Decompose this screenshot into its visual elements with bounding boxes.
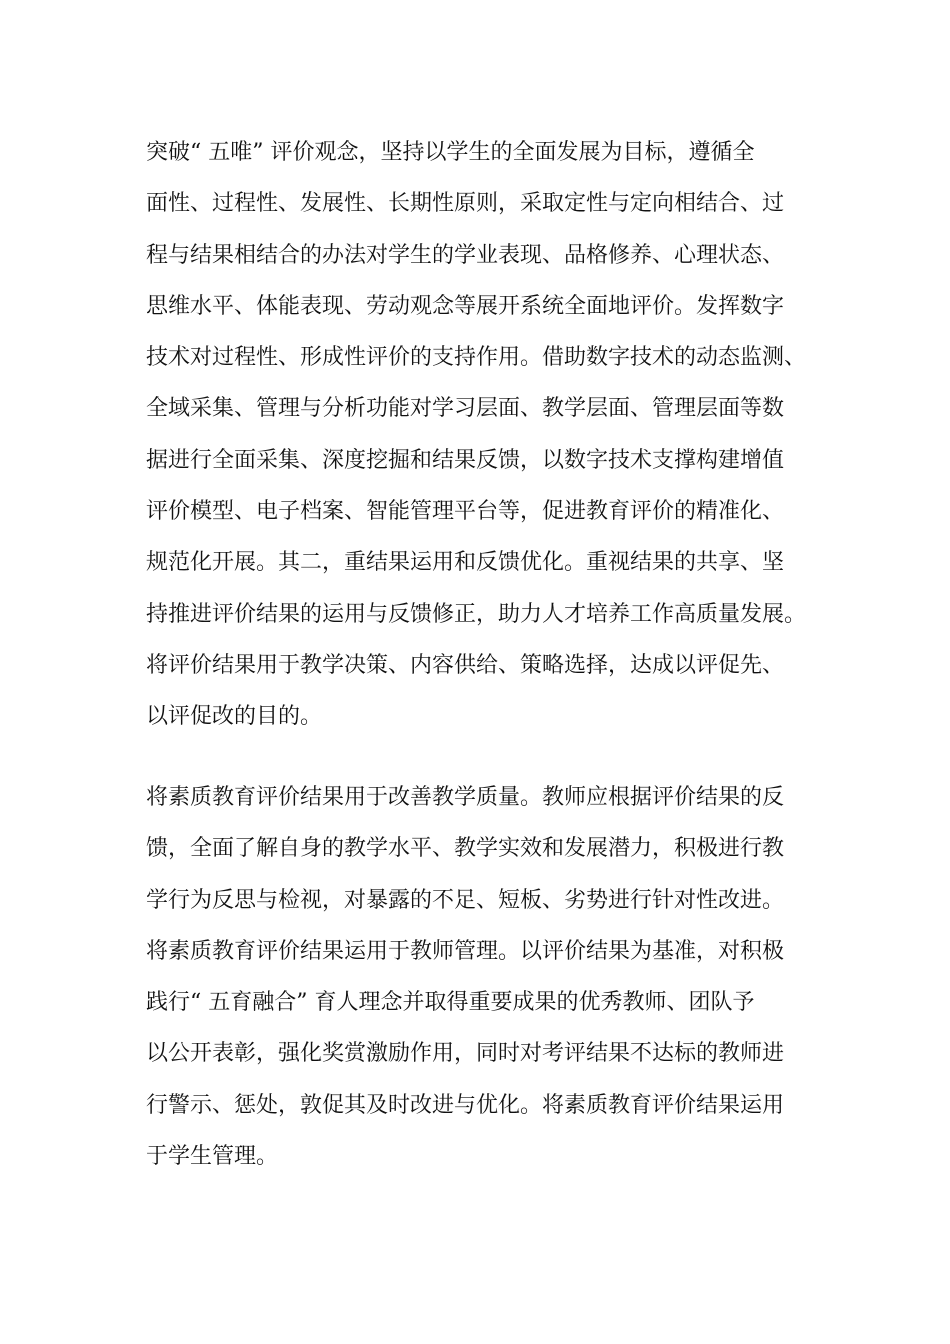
- text-line: 将评价结果用于教学决策、内容供给、策略选择，达成以评促先、: [146, 652, 785, 678]
- text-line: 馈，全面了解自身的教学水平、教学实效和发展潜力，积极进行教: [146, 836, 785, 862]
- text-line: 突破“ 五唯” 评价观念，坚持以学生的全面发展为目标，遵循全: [146, 140, 755, 165]
- text-line: 面性、过程性、发展性、长期性原则，采取定性与定向相结合、过: [146, 191, 785, 217]
- text-line: 技术对过程性、形成性评价的支持作用。借助数字技术的动态监测、: [146, 345, 807, 371]
- text-line: 将素质教育评价结果运用于教师管理。以评价结果为基准，对积极: [146, 938, 785, 964]
- text-line: 思维水平、体能表现、劳动观念等展开系统全面地评价。发挥数字: [146, 293, 785, 319]
- text-line: 评价模型、电子档案、智能管理平台等，促进教育评价的精准化、: [146, 499, 785, 525]
- text-line: 于学生管理。: [146, 1144, 279, 1170]
- text-line: 行警示、惩处，敦促其及时改进与优化。将素质教育评价结果运用: [146, 1092, 785, 1118]
- text-line: 以公开表彰，强化奖赏激励作用，同时对考评结果不达标的教师进: [146, 1041, 785, 1067]
- text-line: 据进行全面采集、深度挖掘和结果反馈，以数字技术支撑构建增值: [146, 447, 785, 473]
- text-line: 以评促改的目的。: [146, 704, 323, 730]
- text-line: 学行为反思与检视，对暴露的不足、短板、劣势进行针对性改进。: [146, 887, 785, 913]
- text-line: 践行“ 五育融合” 育人理念并取得重要成果的优秀教师、团队予: [146, 990, 755, 1016]
- text-line: 全域采集、管理与分析功能对学习层面、教学层面、管理层面等数: [146, 396, 785, 422]
- text-line: 规范化开展。其二，重结果运用和反馈优化。重视结果的共享、坚: [146, 550, 785, 576]
- paragraph-1: [146, 127, 846, 743]
- paragraph-2: [146, 772, 846, 1182]
- text-line: 持推进评价结果的运用与反馈修正，助力人才培养工作高质量发展。: [146, 601, 807, 627]
- text-line: 程与结果相结合的办法对学生的学业表现、品格修养、心理状态、: [146, 242, 785, 268]
- text-line: 将素质教育评价结果用于改善教学质量。教师应根据评价结果的反: [146, 785, 785, 810]
